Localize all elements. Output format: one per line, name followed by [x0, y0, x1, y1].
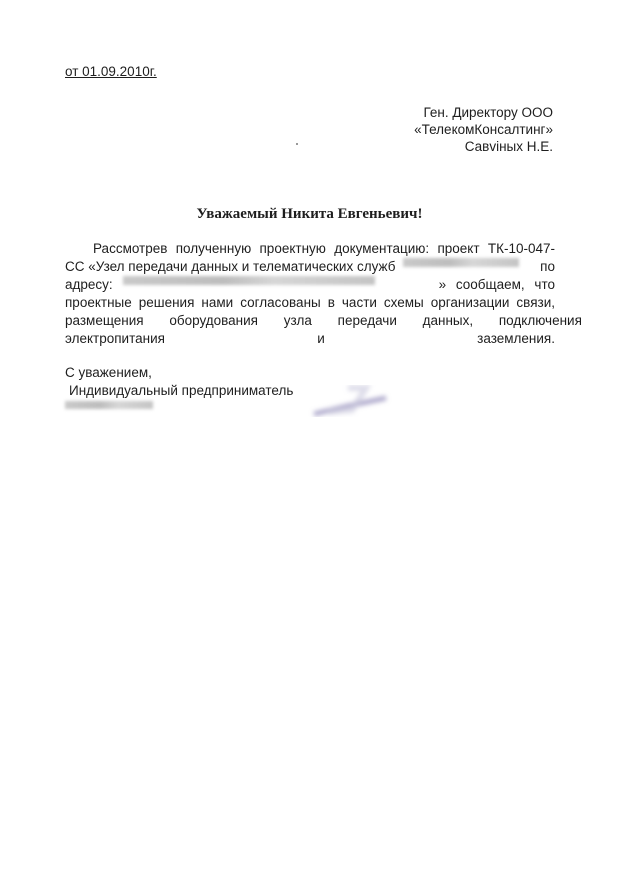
- closing: [65, 364, 293, 400]
- redacted-address: [123, 276, 375, 285]
- letter-date: от 01.09.2010г.: [65, 64, 157, 79]
- signature-blurred: [308, 380, 398, 425]
- body-line: проектные решения нами согласованы в части схемы организации связи,: [65, 295, 555, 310]
- body-line: Рассмотрев полученную проектную документацию: проект ТК-10-047-: [93, 241, 555, 256]
- body-line: СС «Узел передачи данных и телематических служб по: [65, 259, 555, 274]
- closing-line: С уважением,: [65, 365, 152, 380]
- body-line: размещения оборудования узла передачи данных, подключения: [65, 313, 582, 328]
- addressee-line: «ТелекомКонсалтинг»: [414, 122, 553, 137]
- scan-speck: [296, 143, 298, 145]
- letter-body: [65, 240, 582, 348]
- body-line: адресу: » сообщаем, что: [65, 277, 555, 292]
- redacted-text: [403, 258, 519, 267]
- addressee-line: Ген. Директору ООО: [423, 105, 553, 120]
- greeting: Уважаемый Никита Евгеньевич!: [196, 206, 423, 222]
- redacted-name: [65, 401, 153, 409]
- addressee-block: [414, 104, 553, 155]
- sender-title: Индивидуальный предприниматель: [69, 383, 294, 398]
- body-line: электропитания и заземления.: [65, 331, 555, 346]
- addressee-line: Савviных Н.Е.: [464, 139, 553, 154]
